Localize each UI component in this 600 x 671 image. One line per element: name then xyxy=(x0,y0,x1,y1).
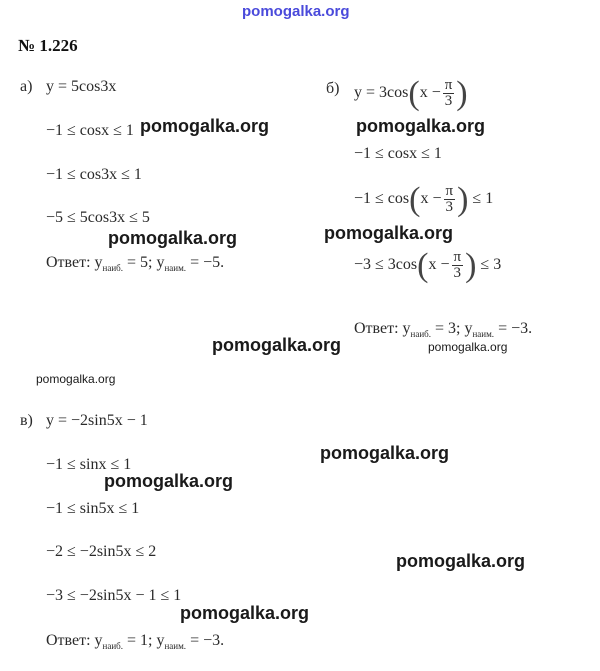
watermark: pomogalka.org xyxy=(108,228,238,248)
watermark: pomogalka.org xyxy=(36,372,116,386)
part-c-line-3: −1 ≤ sin5x ≤ 1 xyxy=(46,500,140,517)
watermark: pomogalka.org xyxy=(140,116,270,136)
watermark: pomogalka.org xyxy=(104,471,234,491)
part-a-label: а) xyxy=(20,78,33,95)
watermark: pomogalka.org xyxy=(356,116,486,136)
part-c-line-4: −2 ≤ −2sin5x ≤ 2 xyxy=(46,543,157,560)
part-a-line-4: −5 ≤ 5cos3x ≤ 5 xyxy=(46,209,150,226)
part-a-line-1: y = 5cos3x xyxy=(46,78,117,95)
part-c-line-2: −1 ≤ sinx ≤ 1 xyxy=(46,456,132,473)
watermark: pomogalka.org xyxy=(180,603,310,623)
part-c-line-5: −3 ≤ −2sin5x − 1 ≤ 1 xyxy=(46,587,182,604)
watermark: pomogalka.org xyxy=(396,551,526,571)
part-b-line-3: −1 ≤ cos(x − $\frac{\pi}{3}$ ) ≤ 1 xyxy=(354,180,494,218)
problem-number: № 1.226 xyxy=(18,36,78,55)
part-b-line-1: y = 3cos(x − $\frac{\pi}{3}$ ) xyxy=(354,74,468,112)
watermark: pomogalka.org xyxy=(212,335,342,355)
part-b-label: б) xyxy=(326,80,340,97)
watermark-top: pomogalka.org xyxy=(242,3,350,20)
part-c-label: в) xyxy=(20,412,33,429)
part-b-answer: Ответ: $y_{наиб.} = 3$; $y_{наим.} = -3$. xyxy=(354,320,533,339)
part-a-line-3: −1 ≤ cos3x ≤ 1 xyxy=(46,166,142,183)
part-a-line-2: −1 ≤ cosx ≤ 1 xyxy=(46,122,134,139)
part-c-line-1: y = −2sin5x − 1 xyxy=(46,412,148,429)
part-b-line-4: −3 ≤ 3cos(x − $\frac{\pi}{3}$ ) ≤ 3 xyxy=(354,246,502,284)
watermark: pomogalka.org xyxy=(428,340,508,354)
watermark: pomogalka.org xyxy=(324,223,454,243)
part-b-line-2: −1 ≤ cosx ≤ 1 xyxy=(354,145,442,162)
watermark: pomogalka.org xyxy=(320,443,450,463)
part-c-answer: Ответ: $y_{наиб.} = 1$; $y_{наим.} = -3$. xyxy=(46,632,225,651)
part-a-answer: Ответ: $y_{наиб.} = 5$; $y_{наим.} = -5$. xyxy=(46,254,225,273)
